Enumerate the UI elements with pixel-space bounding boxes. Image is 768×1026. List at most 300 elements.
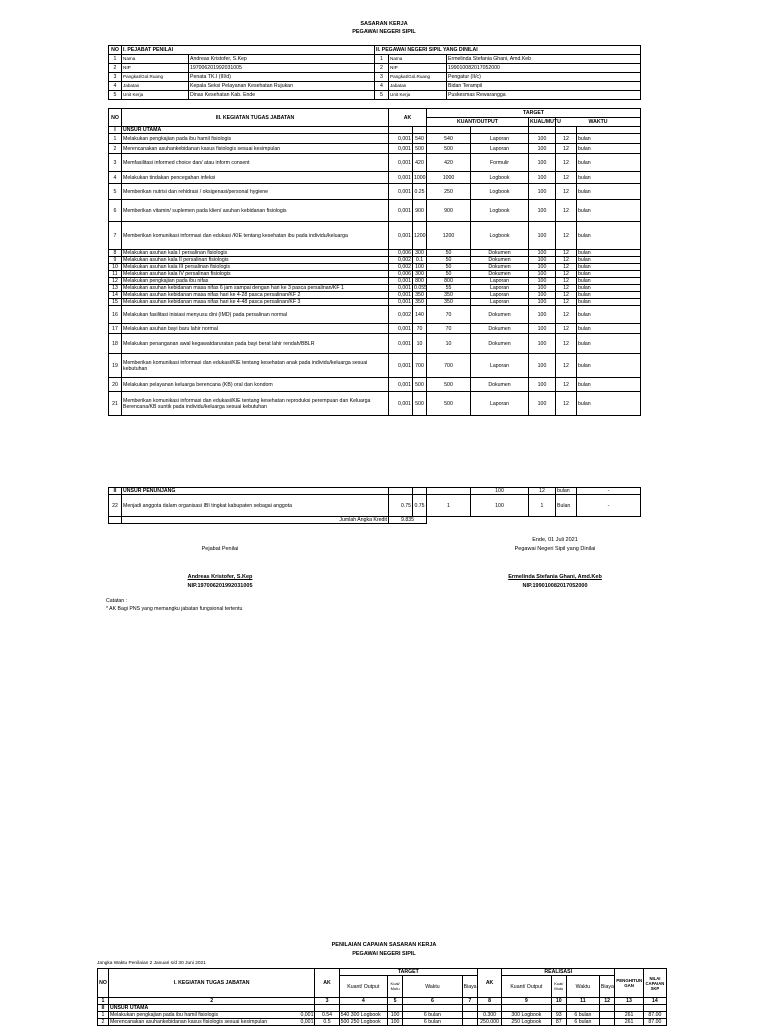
identity-row [109,82,641,91]
p2-col-target: TARGET [339,969,477,976]
row-mutu: 100 [529,222,556,250]
row-mutu: 100 [529,334,556,354]
activity-rows [109,134,641,416]
row-ak-total: 800 [413,278,427,285]
column-number: 2 [108,998,314,1005]
row-mutu: 100 [529,154,556,172]
row-waktu: 12 [556,324,577,334]
row-ak-total: 70 [413,324,427,334]
row-waktu-unit: bulan [577,292,641,299]
pejabat-field-value: Penata TK.I (III/d) [189,73,375,82]
row-no: 15 [109,299,122,306]
row-qty: 70 [427,306,471,324]
row-qty: 250 [427,184,471,200]
p2-row-kegiatan [108,1012,314,1019]
pejabat-field-value: Kepala Seksi Pelayanan Kesehatan Rujukan [189,82,375,91]
activity-row [109,200,641,222]
row-kegiatan: Melakukan asuhan bayi baru lahir normal [122,324,389,334]
row-ak: 0,001 [389,154,413,172]
row-qty: 350 [427,299,471,306]
pejabat-field-label: Nama [122,55,189,64]
row-no: 20 [109,378,122,392]
p2-unsur-no: II [98,1005,109,1012]
pegawai-name: Ermelinda Stefania Ghani, Amd.Keb [508,574,602,580]
identity-row [109,73,641,82]
p2-r-waktu: Waktu [566,976,599,998]
row-kegiatan: Melakukan pengkajian pada ibu nifas [122,278,389,285]
row-qty: 700 [427,354,471,378]
row-waktu: 12 [556,334,577,354]
row-mutu: 100 [529,184,556,200]
row-output-unit: Laporan [471,299,529,306]
col-kual: KUAL/MUTU [530,119,561,125]
row-waktu: 12 [556,271,577,278]
row-output-unit: Dokumen [471,334,529,354]
activity-row [109,134,641,144]
p2-row-real-qty: 300 Logbook [502,1012,551,1019]
row-no: 17 [109,324,122,334]
row-ak-total: 900 [413,200,427,222]
row-ak-total: 500 [413,144,427,154]
row-no: 11 [109,271,122,278]
activity-row [109,154,641,172]
identity-table [108,45,641,100]
row-output-unit: Laporan [471,278,529,285]
activity-row [109,285,641,292]
row-qty: 800 [427,278,471,285]
row-no: 2 [109,144,122,154]
row-no: 18 [109,334,122,354]
row-ak-total: 300 [413,271,427,278]
row-waktu: 12 [556,299,577,306]
pejabat-nip: NIP.197006201992031005 [187,583,253,589]
row-waktu-unit: bulan [577,285,641,292]
row22-biaya: - [577,495,641,517]
row-kegiatan: Memfasilitasi informed choice dan/ atau inform consent [122,154,389,172]
pegawai-label: Pegawai Negeri Sipil yang Dinilai [514,546,596,552]
row-output-unit: Dokumen [471,271,529,278]
row-mutu: 100 [529,264,556,271]
row-ak: 0,006 [389,250,413,257]
activity-row [109,257,641,264]
penunjang-table [108,487,641,524]
row-kegiatan: Memberikan komunikasi informasi dan edukasi/KIE tentang kesehatan reproduksi perempuan dan Keluarga Berencana/KB suntik pada individu/keluarga sesuai kebutuhan [122,392,389,416]
ident-no: 5 [109,91,122,100]
row-output-unit: Laporan [471,354,529,378]
pejabat-field-label: Unit Kerja [122,91,189,100]
row-waktu-unit: bulan [577,324,641,334]
row-waktu-unit: bulan [577,154,641,172]
row-waktu-unit: bulan [577,144,641,154]
pejabat-name: Andreas Kristofer, S.Kep [187,574,253,580]
page2-title: PENILAIAN CAPAIAN SASARAN KERJA [331,942,437,948]
row-mutu: 100 [529,144,556,154]
row-ak-total: 300 [413,250,427,257]
row-ak: 0,001 [389,285,413,292]
ident-no: 2 [109,64,122,73]
row-kegiatan: Melakukan asuhan kala II persalinan fisiologis [122,257,389,264]
activity-row [109,264,641,271]
penunjang-biaya: - [577,488,641,495]
row-no: 6 [109,200,122,222]
row-ak: 0,001 [389,172,413,184]
p2-row-real-waktu: 6 bulan [566,1012,599,1019]
row-no: 21 [109,392,122,416]
row-output-unit: Laporan [471,144,529,154]
row-waktu-unit: bulan [577,250,641,257]
row-qty: 540 [427,134,471,144]
activity-row [109,378,641,392]
column-number: 7 [462,998,477,1005]
p2-col-ak-real: AK [477,969,501,998]
col-ak: AK [389,109,427,127]
row-kegiatan: Melakukan asuhan kebidanan masa nifas hari ke 4-48 pasca persalinan/KF 3 [122,299,389,306]
p2-row-target-ak: 0.5 [315,1019,339,1026]
row-output-unit: Laporan [471,292,529,299]
column-number: 8 [477,998,501,1005]
row-ak: 0,001 [389,144,413,154]
row-no: 19 [109,354,122,378]
row-waktu-unit: bulan [577,271,641,278]
identity-row [109,55,641,64]
ident-no-right: 3 [375,73,389,82]
row-qty: 55 [427,285,471,292]
row-waktu: 12 [556,278,577,285]
row-kegiatan: Memberikan nutrisi dan rehidrasi / oksigenasi/personal hygiene [122,184,389,200]
row-kegiatan: Melakukan asuhan kala I persalinan fisiologis [122,250,389,257]
unsur-no: I [109,127,122,134]
page-subtitle: PEGAWAI NEGERI SIPIL [352,29,416,35]
row-ak: 0,001 [389,184,413,200]
row-mutu: 100 [529,392,556,416]
row-no: 3 [109,154,122,172]
penunjang-mutu: 100 [471,488,529,495]
pegawai-field-value: 199010082017052000 [447,64,641,73]
row-waktu-unit: bulan [577,278,641,285]
row-output-unit: Logbook [471,172,529,184]
p2-col-no: NO [98,969,109,998]
row-waktu: 12 [556,257,577,264]
row-ak: 0,001 [389,392,413,416]
row-qty: 500 [427,392,471,416]
activity-row [109,324,641,334]
catatan-note: * AK Bagi PNS yang memangku jabatan fungsional tertentu [106,606,243,612]
row-waktu-unit: bulan [577,392,641,416]
row-ak: 0,001 [389,324,413,334]
pegawai-field-value: Bidan Terampil [447,82,641,91]
row-waktu-unit: bulan [577,378,641,392]
row-kegiatan: Melakukan pengkajian pada ibu hamil fisiologis [122,134,389,144]
row-kegiatan: Melakukan asuhan kebidanan masa nifas hari ke 4-28 pasca persalinan/KF 2 [122,292,389,299]
column-number: 6 [403,998,462,1005]
p2-row-penghitungan: 261 [615,1019,644,1026]
row-ak: 0,001 [389,200,413,222]
row-ak-total: 420 [413,154,427,172]
row-qty: 10 [427,334,471,354]
row-output-unit: Formulir [471,154,529,172]
row-waktu: 12 [556,200,577,222]
row-kegiatan: Memberikan komunikasi informasi dan edukasi/KIE tentang kesehatan anak pada individu/keluarga sesuai kebutuhan [122,354,389,378]
penunjang-waktu-unit: bulan [556,488,577,495]
row-ak-total: 350 [413,292,427,299]
activity-row [109,306,641,324]
p2-row-nilai: 87.00 [643,1019,666,1026]
col-kuant: KUANT/OUTPUT [427,118,529,127]
pegawai-field-value: Pengatur (II/c) [447,73,641,82]
row-output-unit: Dokumen [471,378,529,392]
row-ak-total: 500 [413,392,427,416]
p2-col-nilai: NILAI CAPAIAN SKP [643,969,666,998]
activity-row [109,250,641,257]
row-waktu: 12 [556,354,577,378]
p2-row-kegiatan [108,1019,314,1026]
row22-waktu-unit: Bulan [556,495,577,517]
row-waktu-unit: bulan [577,264,641,271]
row-kegiatan: Memberikan komunikasi informasi dan edukasi /KIE tentang kesehatan ibu pada individu/keluarga [122,222,389,250]
row-qty: 420 [427,154,471,172]
p2-row-ak-unit: 0,001 [300,1012,314,1018]
row-mutu: 100 [529,292,556,299]
row-waktu: 12 [556,250,577,257]
column-number: 12 [599,998,614,1005]
identity-row [109,91,641,100]
row-waktu: 12 [556,154,577,172]
row22-ak: 0.75 [389,495,413,517]
pejabat-label: Pejabat Penilai [201,546,239,552]
row-ak-total: 140 [413,306,427,324]
column-number: 1 [98,998,109,1005]
row-output-unit: Dokumen [471,250,529,257]
activity-row [109,392,641,416]
p2-row-real-waktu: 6 bulan [566,1019,599,1026]
row-mutu: 100 [529,306,556,324]
row-output-unit: Dokumen [471,306,529,324]
identity-row [109,64,641,73]
row22-ak2: 0.75 [413,495,427,517]
p2-r-kual: Kual/ Mutu [551,976,566,998]
row-kegiatan: Memberikan vitamin/ suplemen pada klien/ asuhan kebidanan fisiologis [122,200,389,222]
column-number: 13 [615,998,644,1005]
row-mutu: 100 [529,354,556,378]
capaian-rows [98,1012,667,1026]
row-waktu: 12 [556,292,577,299]
row-qty: 500 [427,378,471,392]
row-qty: 1200 [427,222,471,250]
column-number-row [98,998,667,1005]
pegawai-field-value: Puskesmas Rewarangga [447,91,641,100]
row-mutu: 100 [529,250,556,257]
p2-row-target-ak: 0.54 [315,1012,339,1019]
row-waktu: 12 [556,285,577,292]
row-waktu-unit: bulan [577,334,641,354]
row-ak: 0,001 [389,334,413,354]
row-kegiatan: Melakukan tindakan pencegahan infeksi [122,172,389,184]
row-no: 10 [109,264,122,271]
row-waktu-unit: bulan [577,134,641,144]
activity-row [109,172,641,184]
p2-row-nilai: 87.00 [643,1012,666,1019]
row-waktu-unit: bulan [577,184,641,200]
col-target: TARGET [427,109,641,118]
p2-row-real-mutu: 87 [551,1019,566,1026]
ident-no-right: 4 [375,82,389,91]
row-ak: 0,001 [389,222,413,250]
row-ak: 0,002 [389,257,413,264]
row-kegiatan: Melakukan asuhan kala III persalinan fisiologis [122,264,389,271]
column-number: 9 [502,998,551,1005]
row-kegiatan: Melakukan penanganan awal kegawatdaruratan pada bayi berat lahir rendah/BBLR [122,334,389,354]
pegawai-field-label: Jabatan [389,82,447,91]
row-ak-total: 0.1 [413,257,427,264]
row-waktu-unit: bulan [577,257,641,264]
p2-row-target-biaya [462,1019,477,1026]
row-ak: 0,001 [389,299,413,306]
pegawai-field-value: Ermelinda Stefania Ghani, Amd.Keb [447,55,641,64]
row-ak: 0,001 [389,292,413,299]
p2-col-penghitungan: PENGHITUN GAN [615,969,644,998]
row-output-unit: Logbook [471,200,529,222]
p2-col-kegiatan: I. KEGIATAN TUGAS JABATAN [108,969,314,998]
p2-row-target-biaya [462,1012,477,1019]
row-ak: 0,002 [389,306,413,324]
row-waktu: 12 [556,222,577,250]
p2-t-kual: Kual/ Mutu [387,976,402,998]
row-output-unit: Laporan [471,392,529,416]
row-ak: 0,001 [389,354,413,378]
ident-no-right: 5 [375,91,389,100]
row-output-unit: Dokumen [471,264,529,271]
column-number: 10 [551,998,566,1005]
row-ak-total: 540 [413,134,427,144]
activity-row [109,184,641,200]
row-no: 4 [109,172,122,184]
row-mutu: 100 [529,285,556,292]
row-waktu: 12 [556,378,577,392]
p2-row-real-ak: 0.300 [477,1012,501,1019]
p2-t-waktu: Waktu [403,976,462,998]
pejabat-field-label: Jabatan [122,82,189,91]
p2-row-no: 1 [98,1012,109,1019]
row-mutu: 100 [529,378,556,392]
row-kegiatan: Melakukan fasilitasi inisiasi menyusu dini (IMD) pada persalinan normal [122,306,389,324]
row-waktu-unit: bulan [577,200,641,222]
row-qty: 50 [427,264,471,271]
row-kegiatan: Melakukan asuhan kala IV persalinan fisiologis [122,271,389,278]
ident-no: 3 [109,73,122,82]
column-number: 5 [387,998,402,1005]
row-ak-total: 700 [413,354,427,378]
row-kegiatan: Merencanakan asuhankebidanan kasus fisiologis sesuai kesimpulan [122,144,389,154]
column-number: 14 [643,998,666,1005]
penunjang-no: II [109,488,122,495]
row-ak: 0,001 [389,278,413,285]
col-kegiatan: III. KEGIATAN TUGAS JABATAN [122,109,389,127]
p2-t-kuant: Kuant/ Output [339,976,387,998]
row22-waktu: 1 [529,495,556,517]
pejabat-field-label: Pangkat/Gol.Ruang [122,73,189,82]
p2-row-real-qty: 250 Logbook [502,1019,551,1026]
row-ak-total: 500 [413,378,427,392]
row-ak: 0,002 [389,264,413,271]
row-output-unit: Laporan [471,285,529,292]
row-qty: 900 [427,200,471,222]
activity-row [109,292,641,299]
row-kegiatan: Melakukan pelayanan keluarga berencana (KB) oral dan kondom [122,378,389,392]
col-no: NO [109,109,122,127]
row-waktu-unit: bulan [577,306,641,324]
row22-mutu: 100 [471,495,529,517]
pegawai-field-label: NIP [389,64,447,73]
row-no: 5 [109,184,122,200]
pejabat-field-label: NIP [122,64,189,73]
column-number: 11 [566,998,599,1005]
ident-no-right: 2 [375,64,389,73]
row-mutu: 100 [529,257,556,264]
jumlah-label: Jumlah Angka Kredit [122,517,389,524]
pejabat-header: I. PEJABAT PENILAI [122,46,375,55]
p2-unsur-label: UNSUR UTAMA [108,1005,314,1012]
row22-no: 22 [109,495,122,517]
p2-row-ak-unit: 0,001 [300,1019,314,1025]
row22-kegiatan: Menjadi anggota dalam organisasi IBI tingkat kabupaten sebagai anggota [122,495,389,517]
row-no: 1 [109,134,122,144]
row-waktu: 12 [556,264,577,271]
p2-r-kuant: Kuant/ Output [502,976,551,998]
pejabat-field-value: Andreas Kristofer, S.Kep [189,55,375,64]
capaian-table [97,968,667,1026]
row-output-unit: Dokumen [471,324,529,334]
row-qty: 350 [427,292,471,299]
row-no: 16 [109,306,122,324]
row-waktu-unit: bulan [577,172,641,184]
row-waktu-unit: bulan [577,299,641,306]
place-date: Ende, 01 Juli 2021 [532,537,578,543]
ident-no: 1 [109,55,122,64]
row-mutu: 100 [529,299,556,306]
ident-no: 4 [109,82,122,91]
p2-row-target-mutu: 100 [387,1012,402,1019]
p2-row-kegiatan-text: Merencanakan asuhankebidanan kasus fisiologis sesuai kesimpulan [109,1019,268,1025]
activity-row [109,299,641,306]
penunjang-label: UNSUR PENUNJANG [122,488,389,495]
pegawai-field-label: Nama [389,55,447,64]
row-ak: 0,001 [389,378,413,392]
row-ak-total: 1200 [413,222,427,250]
row-waktu: 12 [556,134,577,144]
row-ak-total: 0.25 [413,184,427,200]
p2-row-target-qty: 540 300 Logbook [339,1012,387,1019]
row-waktu: 12 [556,392,577,416]
p2-row-kegiatan-text: Melakukan pengkajian pada ibu hamil fisiologis [109,1012,219,1018]
p2-col-ak: AK [315,969,339,998]
row-ak: 0,001 [389,134,413,144]
p2-row-real-biaya [599,1019,614,1026]
catatan-label: Catatan : [106,598,128,604]
row-output-unit: Dokumen [471,257,529,264]
row-mutu: 100 [529,200,556,222]
row22-qty: 1 [427,495,471,517]
row-no: 13 [109,285,122,292]
activity-row [109,334,641,354]
row-waktu: 12 [556,306,577,324]
p2-row-penghitungan: 261 [615,1012,644,1019]
row-ak-total: 10 [413,334,427,354]
identity-rows [109,55,641,100]
row-waktu: 12 [556,184,577,200]
p2-row-target-qty: 500 250 Logbook [339,1019,387,1026]
pegawai-field-label: Pangkat/Gol.Ruang [389,73,447,82]
page2-subtitle: PEGAWAI NEGERI SIPIL [352,951,416,957]
